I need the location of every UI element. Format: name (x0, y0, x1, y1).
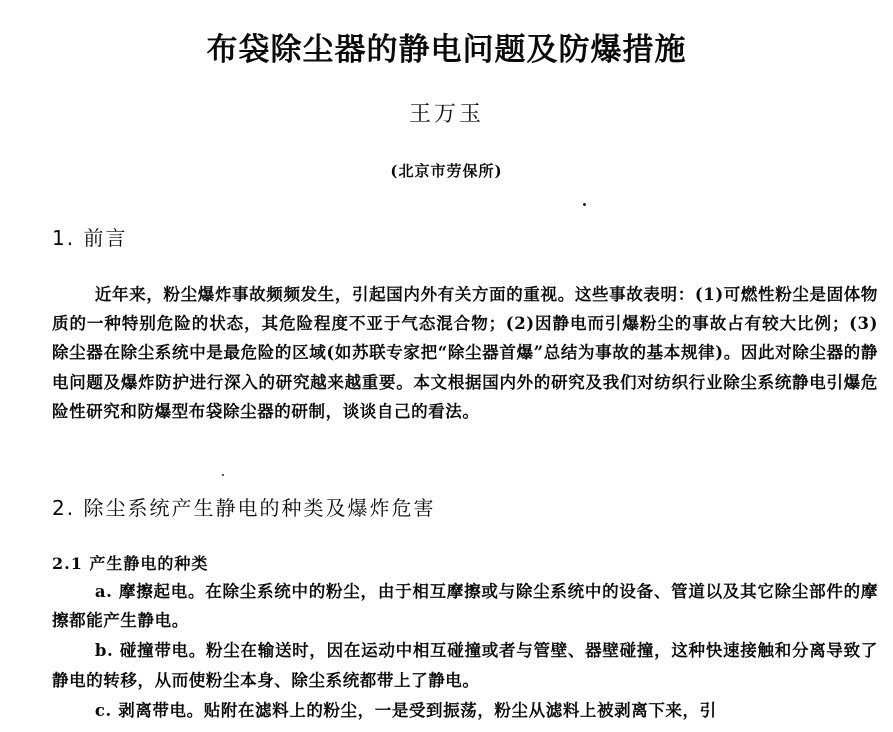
document-title: 布袋除尘器的静电问题及防爆措施 (206, 32, 687, 68)
section-2-1-list (52, 577, 878, 725)
document-author: 王万玉 (408, 102, 484, 127)
section-1-paragraph: 近年来，粉尘爆炸事故频频发生，引起国内外有关方面的重视。这些事故表明：(1)可燃性粉尘是固体物质的一种特别危险的状态，其危险程度不亚于气态混合物；(2)因静电而引爆粉尘的事故占有较大比例；(3)除尘器在除尘系统中是最危险的区域(如苏联专家把“除尘器首爆”总结为事故的基本规律)。因此对除尘器的静电问题及爆炸防护进行深入的研究越来越重要。本文根据国内外的研究及我们对纺织行业除尘系统静电引爆危险性研究和防爆型布袋除尘器的研制，谈谈自己的看法。 (52, 285, 878, 421)
section-2-1-heading: 2.1 产生静电的种类 (52, 554, 209, 573)
section-1-heading: 1. 前言 (52, 226, 128, 250)
list-item: b. 碰撞带电。粉尘在输送时，因在运动中相互碰撞或者与管壁、器壁碰撞，这种快速接触和分离导致了静电的转移，从而使粉尘本身、除尘系统都带上了静电。 (52, 641, 878, 690)
list-item: a. 摩擦起电。在除尘系统中的粉尘，由于相互摩擦或与除尘系统中的设备、管道以及其它除尘部件的摩擦都能产生静电。 (52, 582, 878, 631)
scan-speck (222, 474, 224, 476)
scan-speck (583, 203, 586, 206)
list-item: c. 剥离带电。贴附在滤料上的粉尘，一是受到振荡，粉尘从滤料上被剥离下来，引 (94, 700, 717, 720)
document-affiliation: (北京市劳保所) (390, 162, 503, 180)
section-2-heading: 2. 除尘系统产生静电的种类及爆炸危害 (52, 496, 436, 520)
section-1-body (52, 280, 878, 426)
